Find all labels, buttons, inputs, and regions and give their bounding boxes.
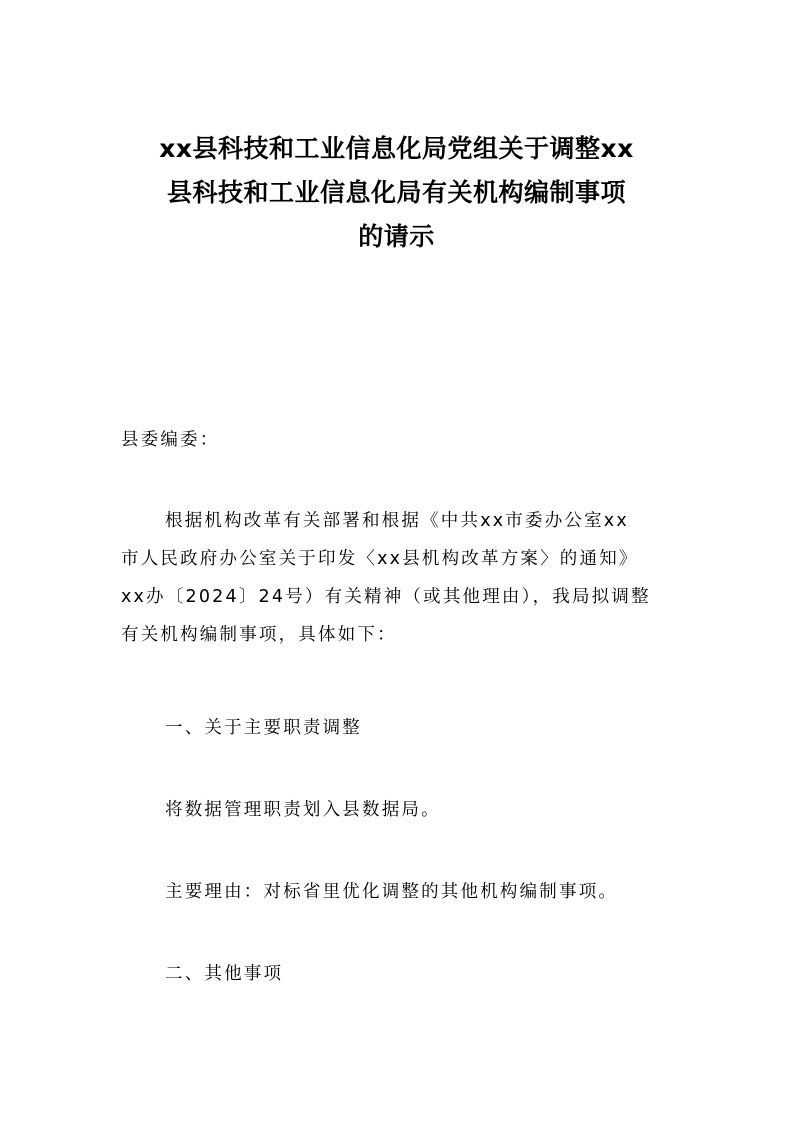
document-title <box>110 127 683 259</box>
paragraph-intro <box>121 502 673 654</box>
title-line-2: 县科技和工业信息化局有关机构编制事项 <box>166 178 626 207</box>
salutation: 县委编委： <box>121 430 220 450</box>
paragraph-intro-line-4: 有关机构编制事项，具体如下： <box>121 625 397 645</box>
section-2-heading: 二、其他事项 <box>165 964 284 984</box>
title-line-3: 的请示 <box>358 222 435 251</box>
section-1-item: 将数据管理职责划入县数据局。 <box>165 800 441 820</box>
section-1-reason: 主要理由：对标省里优化调整的其他机构编制事项。 <box>165 882 619 902</box>
paragraph-intro-line-3: xx办〔2024〕24号）有关精神（或其他理由），我局拟调整 <box>121 587 651 607</box>
section-1-heading: 一、关于主要职责调整 <box>165 718 362 738</box>
paragraph-intro-line-2: 市人民政府办公室关于印发〈xx县机构改革方案〉的通知》 <box>121 549 639 569</box>
title-line-1: xx县科技和工业信息化局党组关于调整xx <box>159 134 634 163</box>
paragraph-intro-line-1: 根据机构改革有关部署和根据《中共xx市委办公室xx <box>165 511 629 531</box>
